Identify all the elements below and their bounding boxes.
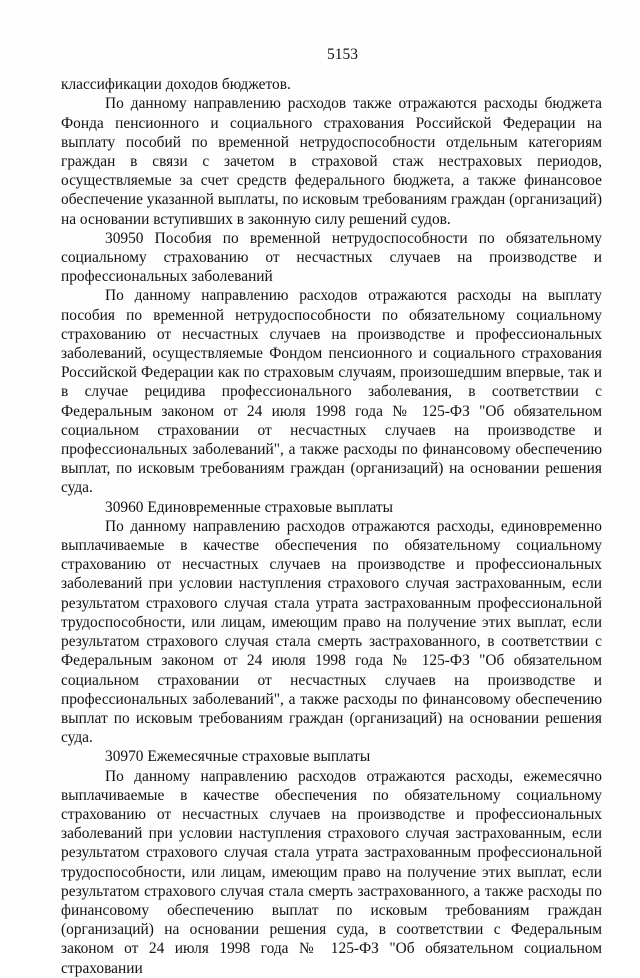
paragraph-6: По данному направлению расходов отражаются расходы, единовременно выплачиваемые в качестве обеспечения по обязательному социальному страхованию от несчастных случаев на производстве и профессиональных заболеваний при условии наступления страхового случая застрахованным, если результатом страхового случая стала утрата застрахованным профессиональной трудоспособности, или лицам, имеющим право на получение этих выплат, если результатом страхового случая стала смерть застрахованного, в соответствии с Федеральным законом от 24 июля 1998 года № 125-ФЗ "Об обязательном социальном страховании от несчастных случаев на производстве и профессиональных заболеваний", а также расходы по финансовому обеспечению выплат по исковым требованиям граждан (организаций) на основании решения суда. [61, 517, 602, 747]
page-number: 5153 [327, 46, 358, 63]
section-heading-30950: 30950 Пособия по временной нетрудоспособности по обязательному социальному страхованию от несчастных случаев на производстве и профессиональных заболеваний [61, 229, 602, 286]
paragraph-8: По данному направлению расходов отражаются расходы, ежемесячно выплачиваемые в качестве обеспечения по обязательному социальному страхованию от несчастных случаев на производстве и профессиональных заболеваний при условии наступления страхового случая застрахованным, если результатом страхового случая стала утрата застрахованным профессиональной трудоспособности, или лицам, имеющим право на получение этих выплат, если результатом страхового случая стала смерть застрахованного, а также расходы по финансовому обеспечению выплат по исковым требованиям граждан (организаций) на основании решения суда, в соответствии с Федеральным законом от 24 июля 1998 года № 125-ФЗ "Об обязательном социальном страховании [61, 767, 602, 977]
section-heading-30960: 30960 Единовременные страховые выплаты [105, 498, 393, 516]
section-heading-30970: 30970 Ежемесячные страховые выплаты [105, 748, 371, 766]
document-body [61, 75, 602, 978]
paragraph-4: По данному направлению расходов отражаются расходы на выплату пособия по временной нетрудоспособности по обязательному социальному страхованию от несчастных случаев на производстве и профессиональных заболеваний, осуществляемые Фондом пенсионного и социального страхования Российской Федерации как по страховым случаям, произошедшим впервые, так и в случае рецидива профессионального заболевания, в соответствии с Федеральным законом от 24 июля 1998 года № 125-ФЗ "Об обязательном социальном страховании от несчастных случаев на производстве и профессиональных заболеваний", а также расходы по финансовому обеспечению выплат, по исковым требованиям граждан (организаций) на основании решения суда. [61, 287, 602, 497]
paragraph-1: классификации доходов бюджетов. [61, 76, 291, 94]
paragraph-2: По данному направлению расходов также отражаются расходы бюджета Фонда пенсионного и социального страхования Российской Федерации на выплату пособий по временной нетрудоспособности отдельным категориям граждан в связи с зачетом в страховой стаж нестраховых периодов, осуществляемые за счет средств федерального бюджета, а также финансовое обеспечение указанной выплаты, по исковым требованиям граждан (организаций) на основании вступивших в законную силу решений судов. [61, 95, 602, 228]
